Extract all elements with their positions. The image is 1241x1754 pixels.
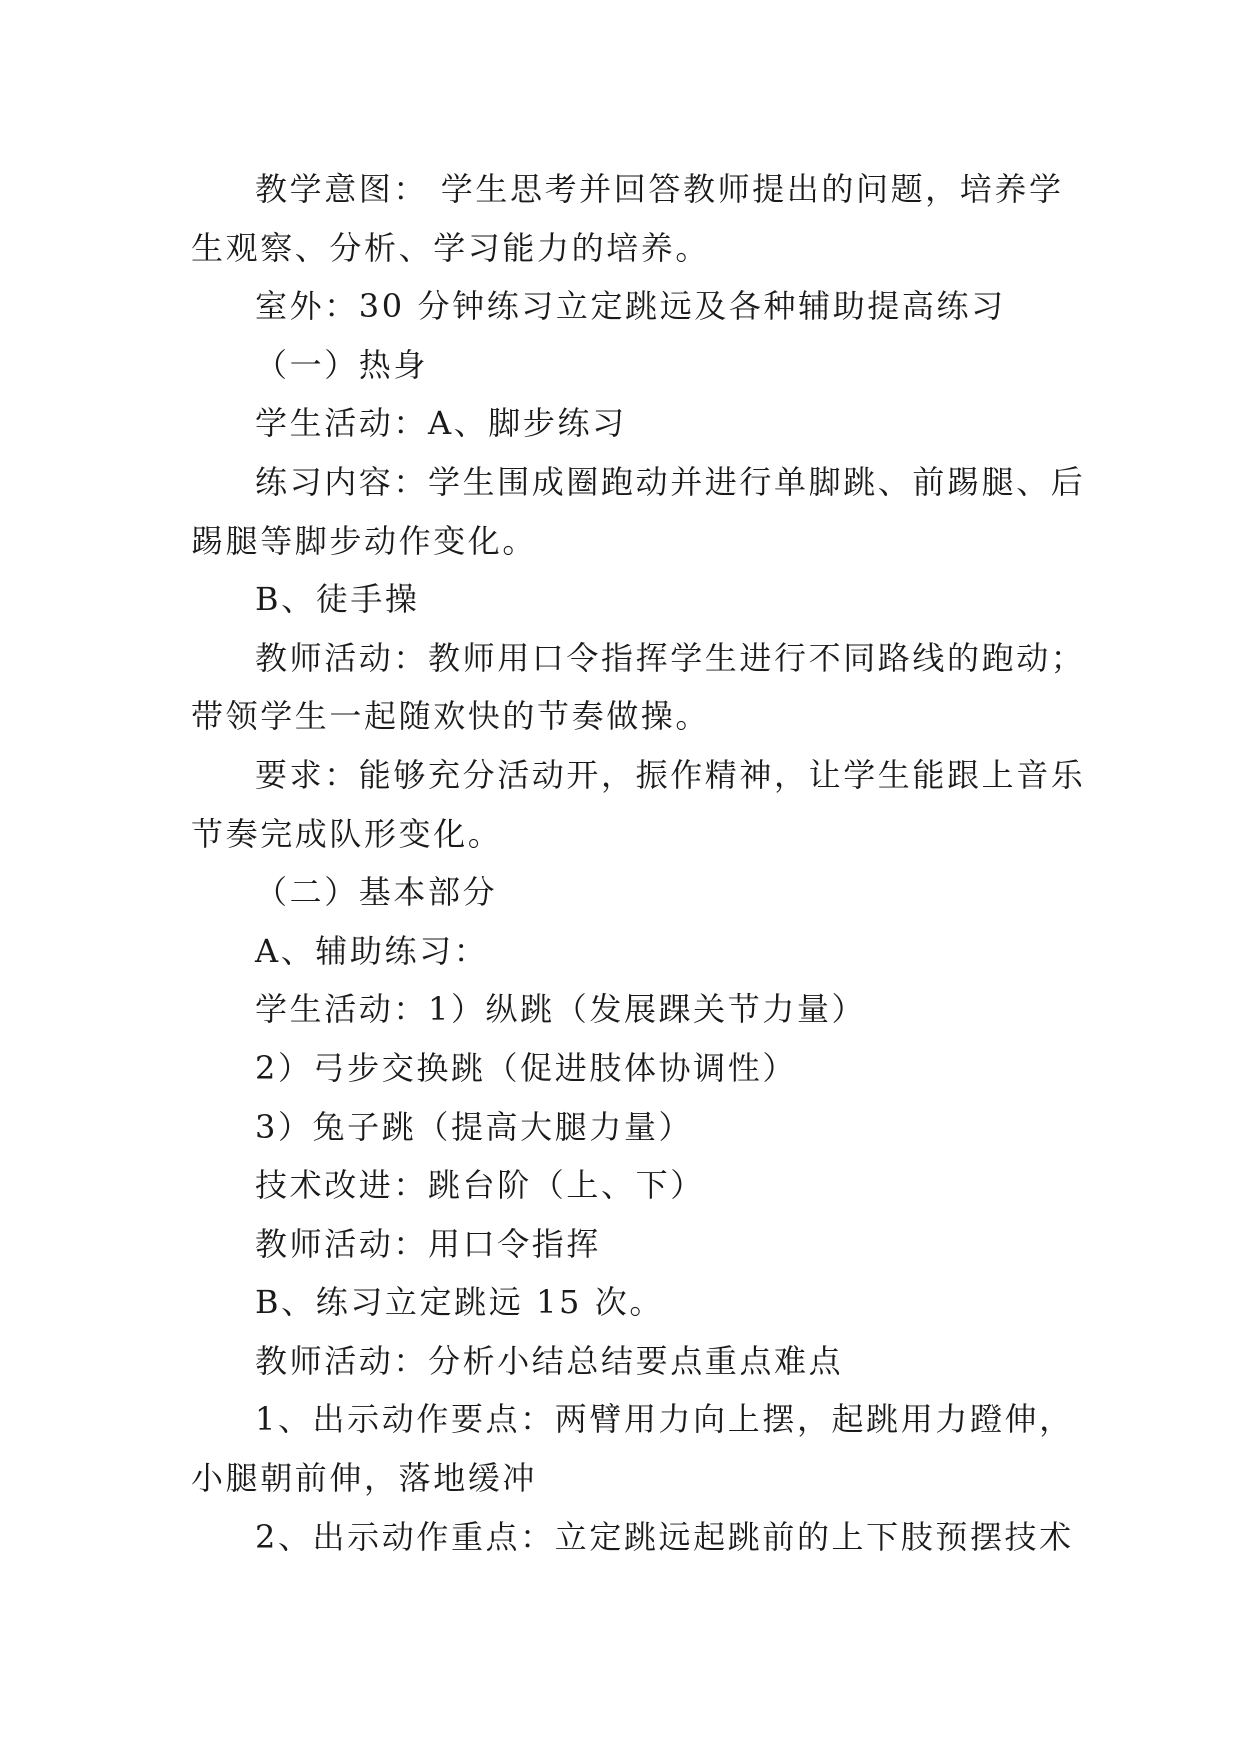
paragraph-line: 教学意图： 学生思考并回答教师提出的问题，培养学 — [255, 170, 1064, 208]
paragraph-line: 2、出示动作重点：立定跳远起跳前的上下肢预摆技术 — [255, 1517, 1074, 1556]
paragraph-line: 教师活动：教师用口令指挥学生进行不同路线的跑动； — [255, 638, 1086, 677]
document-body — [191, 160, 1086, 1566]
section-heading: （二）基本部分 — [255, 873, 498, 912]
paragraph-line: 3）兔子跳（提高大腿力量） — [255, 1107, 694, 1146]
paragraph-line: 1、出示动作要点：两臂用力向上摆，起跳用力蹬伸， — [255, 1400, 1074, 1439]
paragraph-line: B、徒手操 — [255, 580, 420, 619]
section-heading: （一）热身 — [255, 345, 429, 384]
paragraph-line: 2）弓步交换跳（促进肢体协调性） — [255, 1048, 797, 1087]
paragraph-line: 技术改进：跳台阶（上、下） — [255, 1166, 705, 1205]
paragraph-line: 室外：30 分钟练习立定跳远及各种辅助提高练习 — [255, 287, 1006, 326]
paragraph-line: 生观察、分析、学习能力的培养。 — [191, 228, 711, 267]
paragraph-line: 教师活动：用口令指挥 — [255, 1224, 602, 1263]
paragraph-line: B、练习立定跳远 15 次。 — [255, 1283, 664, 1322]
paragraph-line: 节奏完成队形变化。 — [191, 814, 503, 853]
paragraph-line: 踢腿等脚步动作变化。 — [191, 521, 538, 560]
paragraph-line: 学生活动：1）纵跳（发展踝关节力量） — [255, 990, 867, 1029]
paragraph-line: A、辅助练习： — [255, 931, 489, 970]
paragraph-line: 要求：能够充分活动开，振作精神，让学生能跟上音乐 — [255, 755, 1086, 794]
paragraph-line: 学生活动：A、脚步练习 — [255, 404, 627, 443]
paragraph-line: 教师活动：分析小结总结要点重点难点 — [255, 1341, 844, 1380]
paragraph-line: 练习内容：学生围成圈跑动并进行单脚跳、前踢腿、后 — [255, 462, 1086, 501]
paragraph-line: 小腿朝前伸，落地缓冲 — [191, 1459, 538, 1498]
paragraph-line: 带领学生一起随欢快的节奏做操。 — [191, 697, 711, 736]
